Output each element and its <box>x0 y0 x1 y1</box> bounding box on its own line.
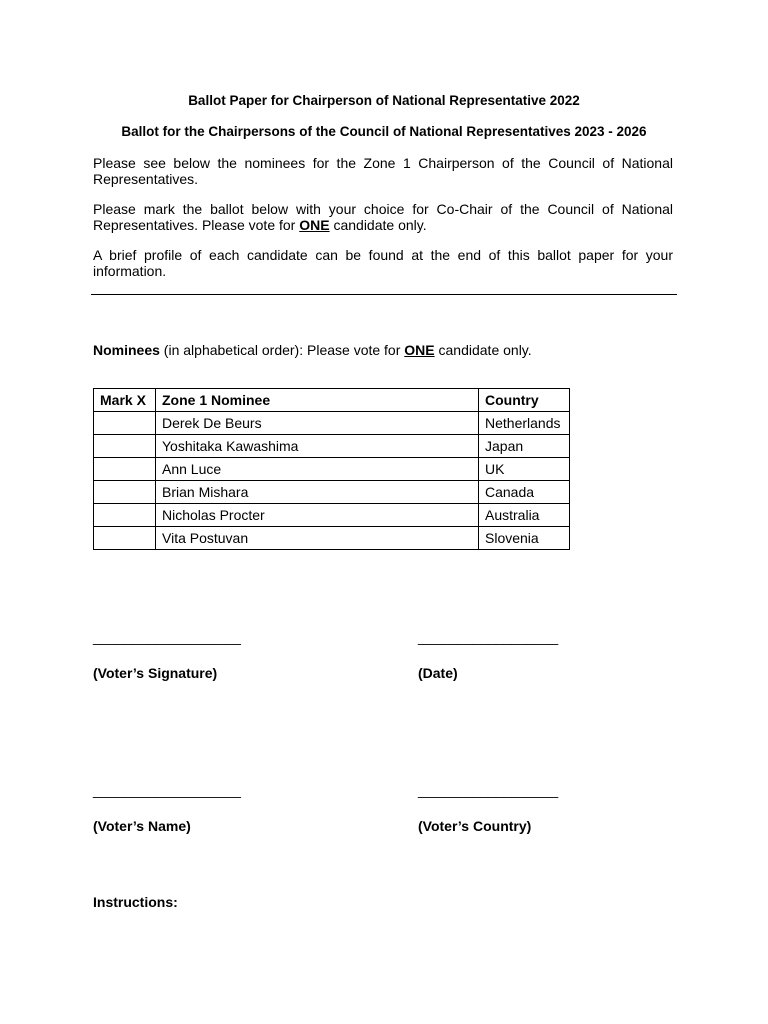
intro-paragraph-2 <box>93 201 673 233</box>
header-country: Country <box>479 389 570 412</box>
page-subtitle: Ballot for the Chairpersons of the Council of National Representatives 2023 - 2026 <box>121 124 647 139</box>
nominee-country: Japan <box>479 435 570 458</box>
nominees-instruction <box>93 342 532 358</box>
header-mark: Mark X <box>94 389 156 412</box>
country-line[interactable]: __________________ <box>418 782 559 798</box>
table-row <box>94 481 570 504</box>
nominee-name: Vita Postuvan <box>156 527 479 550</box>
intro-p2-emphasis: ONE <box>299 217 330 233</box>
mark-cell[interactable] <box>94 458 156 481</box>
nominee-name: Derek De Beurs <box>156 412 479 435</box>
nominee-name: Ann Luce <box>156 458 479 481</box>
voter-country-label: (Voter’s Country) <box>418 818 532 834</box>
table-row <box>94 435 570 458</box>
nominee-name: Yoshitaka Kawashima <box>156 435 479 458</box>
intro-paragraph-3: A brief profile of each candidate can be found at the end of this ballot paper for your information. <box>93 247 673 279</box>
voter-name-label: (Voter’s Name) <box>93 818 191 834</box>
intro-p2-text: Please mark the ballot below with your choice for Co-Chair of the Council of National Representatives. Please vote for <box>93 201 673 233</box>
mark-cell[interactable] <box>94 412 156 435</box>
instructions-heading: Instructions: <box>93 894 178 910</box>
nominee-name: Nicholas Procter <box>156 504 479 527</box>
nominees-emphasis: ONE <box>404 342 435 358</box>
table-row <box>94 458 570 481</box>
header-nominee: Zone 1 Nominee <box>156 389 479 412</box>
nominees-end: candidate only. <box>434 342 532 358</box>
signature-line[interactable]: ___________________ <box>93 629 241 645</box>
table-header-row <box>94 389 570 412</box>
name-line[interactable]: ___________________ <box>93 782 241 798</box>
mark-cell[interactable] <box>94 481 156 504</box>
mark-cell[interactable] <box>94 435 156 458</box>
table-row <box>94 527 570 550</box>
nominee-country: Slovenia <box>479 527 570 550</box>
intro-paragraph-1: Please see below the nominees for the Zone 1 Chairperson of the Council of National Representatives. <box>93 155 673 187</box>
table-row <box>94 504 570 527</box>
mark-cell[interactable] <box>94 527 156 550</box>
intro-p2-end: candidate only. <box>329 217 427 233</box>
nominee-table <box>93 388 570 550</box>
nominee-name: Brian Mishara <box>156 481 479 504</box>
section-divider <box>91 294 677 295</box>
nominees-label: Nominees <box>93 342 160 358</box>
date-label: (Date) <box>418 665 458 681</box>
mark-cell[interactable] <box>94 504 156 527</box>
nominee-country: Australia <box>479 504 570 527</box>
table-row <box>94 412 570 435</box>
date-line[interactable]: __________________ <box>418 629 559 645</box>
nominee-country: Canada <box>479 481 570 504</box>
nominee-country: Netherlands <box>479 412 570 435</box>
nominees-middle: (in alphabetical order): Please vote for <box>159 342 405 358</box>
nominee-country: UK <box>479 458 570 481</box>
voter-signature-label: (Voter’s Signature) <box>93 665 218 681</box>
page-title: Ballot Paper for Chairperson of National Representative 2022 <box>188 93 580 108</box>
